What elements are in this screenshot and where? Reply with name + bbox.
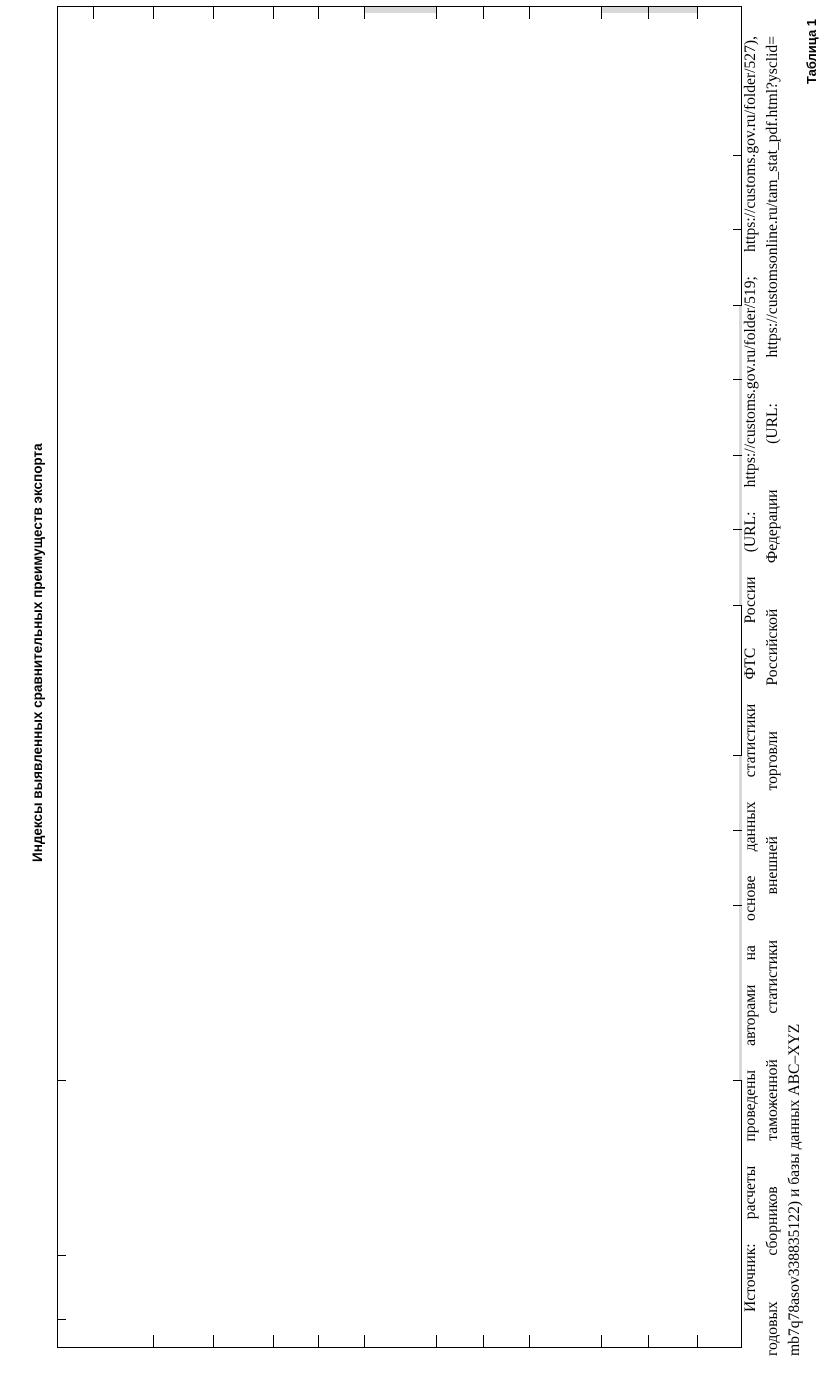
source-line-2: годовых сборников таможенной статистики внешней торговли Российской Федерации (URL: https://customsonline.ru/tam_stat_pdf.html?ysclid= bbox=[764, 36, 781, 1356]
table-column-divider bbox=[601, 7, 602, 19]
table-header-shade bbox=[601, 7, 697, 13]
source-line-1: Источник: расчеты проведены авторами на основе данных статистики ФТС России (URL: https://customs.gov.ru/folder/519; https://customs.gov.ru/folder/527), bbox=[742, 36, 759, 1312]
table-column-divider bbox=[648, 1335, 649, 1347]
table-column-divider bbox=[93, 7, 94, 19]
table-label: Таблица 1 bbox=[804, 18, 819, 84]
table-column-divider bbox=[364, 1335, 365, 1347]
table-column-divider bbox=[529, 1335, 530, 1347]
source-note bbox=[740, 36, 806, 1356]
table-column-divider bbox=[273, 1335, 274, 1347]
table-column-divider bbox=[436, 1335, 437, 1347]
table-title: Индексы выявленных сравнительных преимуществ экспорта bbox=[30, 443, 45, 862]
table-column-divider bbox=[436, 7, 437, 19]
table-column-divider bbox=[483, 7, 484, 19]
table-column-divider bbox=[697, 7, 698, 19]
table-row-divider bbox=[57, 1255, 66, 1256]
table-column-divider bbox=[697, 1335, 698, 1347]
table-column-divider bbox=[601, 1335, 602, 1347]
table-column-divider bbox=[213, 7, 214, 19]
table-column-divider bbox=[483, 1335, 484, 1347]
table-column-divider bbox=[273, 7, 274, 19]
source-line-3: mb7q78asov338835122) и базы данных ABC–XYZ bbox=[786, 1023, 803, 1356]
data-table bbox=[57, 6, 742, 1348]
table-column-divider bbox=[153, 7, 154, 19]
table-column-divider bbox=[318, 1335, 319, 1347]
table-column-divider bbox=[529, 7, 530, 19]
table-column-divider bbox=[153, 1335, 154, 1347]
table-column-divider bbox=[318, 7, 319, 19]
table-header-shade bbox=[364, 7, 436, 13]
table-column-divider bbox=[213, 1335, 214, 1347]
table-row-divider bbox=[57, 1080, 66, 1081]
table-column-divider bbox=[364, 7, 365, 19]
table-column-divider bbox=[648, 7, 649, 19]
table-row-divider bbox=[57, 1319, 66, 1320]
